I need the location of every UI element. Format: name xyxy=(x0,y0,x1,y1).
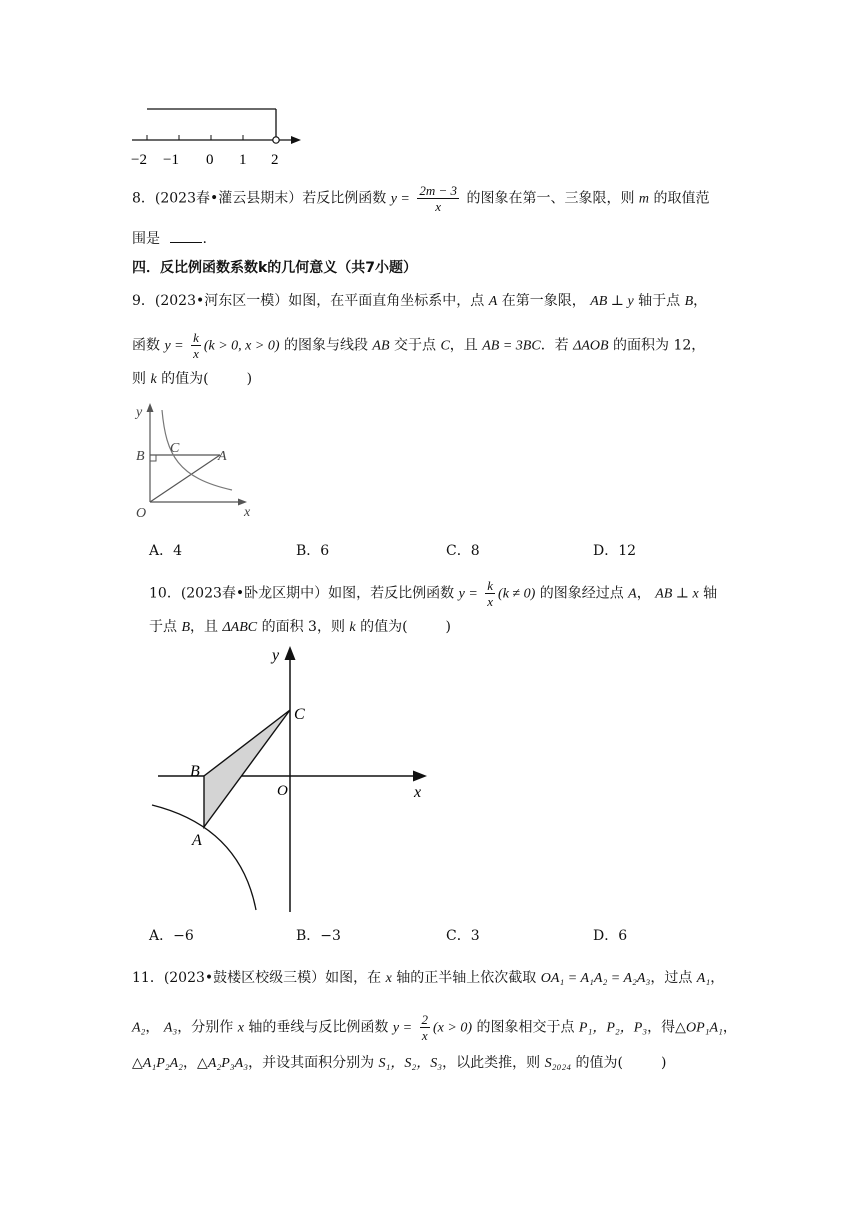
q9-option-a[interactable]: A．4 xyxy=(149,543,183,559)
question-10-line-1: 10．(2023春•卧龙区期中）如图，若反比例函数 y = $\frac{k}{x}$ (k ≠ 0) 的图象经过点 A， AB ⊥ x 轴 xyxy=(149,578,718,609)
q10-option-d[interactable]: D．6 xyxy=(593,928,628,944)
question-9-line-2: 函数 y = $\frac{k}{x}$ (k > 0, x > 0) 的图象与线段 AB 交于点 C，且 AB = 3BC．若 ΔAOB 的面积为 12， xyxy=(132,330,706,361)
number-line-figure xyxy=(125,100,315,170)
q10-fraction: $\frac{k}{x}$ xyxy=(487,578,494,609)
question-8-line-1: 8．(2023春•灌云县期末）若反比例函数 y = $\frac{2m - 3}{x}$ 的图象在第一、三象限，则 m 的取值范 xyxy=(132,183,710,214)
svg-text:C: C xyxy=(170,441,180,456)
question-9-line-1: 9．(2023•河东区一模）如图，在平面直角坐标系中，点 A 在第一象限， AB ⊥ y 轴于点 B， xyxy=(132,293,708,309)
svg-text:B: B xyxy=(136,449,145,464)
question-9-figure xyxy=(128,400,258,522)
q8-text: 8．(2023春•灌云县期末）若反比例函数 xyxy=(132,190,387,207)
q9-fraction: $\frac{k}{x}$ xyxy=(193,330,199,361)
svg-text:x: x xyxy=(414,784,422,801)
section-heading: 四．反比例函数系数k的几何意义（共7小题） xyxy=(132,260,418,276)
q10-option-a[interactable]: A．−6 xyxy=(149,928,194,944)
question-11-line-1: 11．(2023•鼓楼区校级三模）如图，在 x 轴的正半轴上依次截取 OA₁ = A₁A₂ = A₂A₃，过点 A₁， xyxy=(132,970,725,986)
question-10-line-2: 于点 B，且 ΔABC 的面积 3，则 k 的值为( ) xyxy=(149,619,452,635)
svg-text:x: x xyxy=(244,505,251,520)
q10-option-b[interactable]: B．−3 xyxy=(296,928,341,944)
question-10-figure xyxy=(148,642,438,914)
tick-label: 2 xyxy=(271,152,279,168)
svg-text:A: A xyxy=(218,449,227,464)
q9-option-b[interactable]: B．6 xyxy=(296,543,330,559)
svg-text:A: A xyxy=(192,832,202,849)
tick-label: −2 xyxy=(131,152,147,168)
tick-label: 0 xyxy=(206,152,214,168)
svg-text:C: C xyxy=(294,706,305,723)
svg-text:O: O xyxy=(136,506,147,521)
q8-fraction: $\frac{2m - 3}{x}$ xyxy=(419,183,458,214)
answer-blank xyxy=(170,228,202,243)
svg-text:y: y xyxy=(272,647,280,664)
tick-label: −1 xyxy=(163,152,179,168)
svg-text:y: y xyxy=(136,405,143,420)
svg-text:B: B xyxy=(190,763,200,780)
q10-option-c[interactable]: C．3 xyxy=(446,928,480,944)
question-8-line-2: 围是 . xyxy=(132,228,207,249)
tick-label: 1 xyxy=(239,152,247,168)
q9-option-d[interactable]: D．12 xyxy=(593,543,637,559)
q11-fraction: $\frac{2}{x}$ xyxy=(421,1012,428,1043)
q9-option-c[interactable]: C．8 xyxy=(446,543,480,559)
q8-y: y = xyxy=(390,191,410,207)
svg-text:O: O xyxy=(277,783,288,799)
question-11-line-2: A₂， A₃，分别作 x 轴的垂线与反比例函数 y = $\frac{2}{x}$ (x > 0) 的图象相交于点 P₁，P₂，P₃，得△OP₁A₁， xyxy=(132,1012,737,1043)
question-9-line-3: 则 k 的值为( ) xyxy=(132,371,253,387)
question-11-line-3: △A₁P₂A₂，△A₂P₃A₃，并设其面积分别为 S₁，S₂，S₃，以此类推，则 S₂₀₂₄ 的值为( ) xyxy=(132,1055,667,1071)
